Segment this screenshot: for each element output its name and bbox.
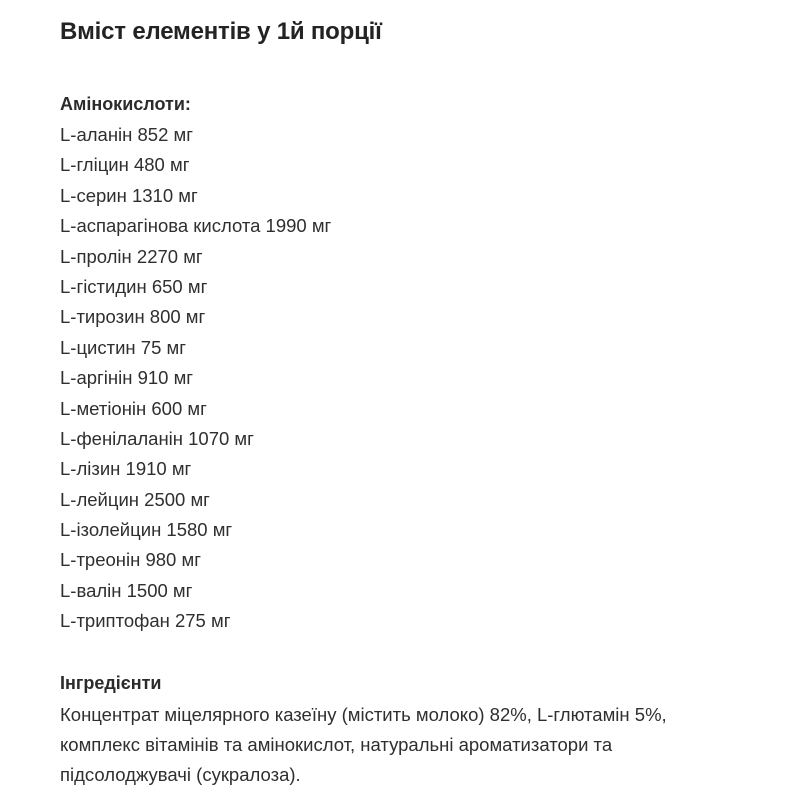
amino-acid-item: L-цистин 75 мг xyxy=(60,336,186,358)
amino-acid-item: L-треонін 980 мг xyxy=(60,549,201,571)
amino-acid-item: L-тирозин 800 мг xyxy=(60,306,206,328)
ingredients-line: Концентрат міцелярного казеїну (містить молоко) 82%, L-глютамін 5%, xyxy=(60,704,667,725)
amino-acids-list xyxy=(60,120,331,637)
amino-acid-item: L-пролін 2270 мг xyxy=(60,245,203,267)
amino-acid-item: L-аргінін 910 мг xyxy=(60,367,194,389)
ingredients-line: підсолоджувачі (сукралоза). xyxy=(60,764,301,785)
amino-acid-item: L-фенілаланін 1070 мг xyxy=(60,427,254,449)
amino-acid-item: L-лейцин 2500 мг xyxy=(60,488,210,510)
page-title: Вміст елементів у 1й порції xyxy=(60,18,382,45)
amino-acid-item: L-метіонін 600 мг xyxy=(60,397,207,419)
amino-acid-item: L-гліцин 480 мг xyxy=(60,154,190,176)
amino-acid-item: L-валін 1500 мг xyxy=(60,579,193,601)
ingredients-heading: Інгредієнти xyxy=(60,673,162,693)
amino-acid-item: L-серин 1310 мг xyxy=(60,184,198,206)
amino-acid-item: L-триптофан 275 мг xyxy=(60,610,231,632)
ingredients-text xyxy=(60,700,790,790)
amino-acid-item: L-ізолейцин 1580 мг xyxy=(60,519,233,541)
amino-acid-item: L-лізин 1910 мг xyxy=(60,458,192,480)
amino-acids-heading: Амінокислоти: xyxy=(60,94,191,114)
amino-acid-item: L-аспарагінова кислота 1990 мг xyxy=(60,215,332,237)
ingredients-line: комплекс вітамінів та амінокислот, натуральні ароматизатори та xyxy=(60,734,613,755)
amino-acid-item: L-гістидин 650 мг xyxy=(60,275,208,297)
amino-acid-item: L-аланін 852 мг xyxy=(60,124,193,145)
